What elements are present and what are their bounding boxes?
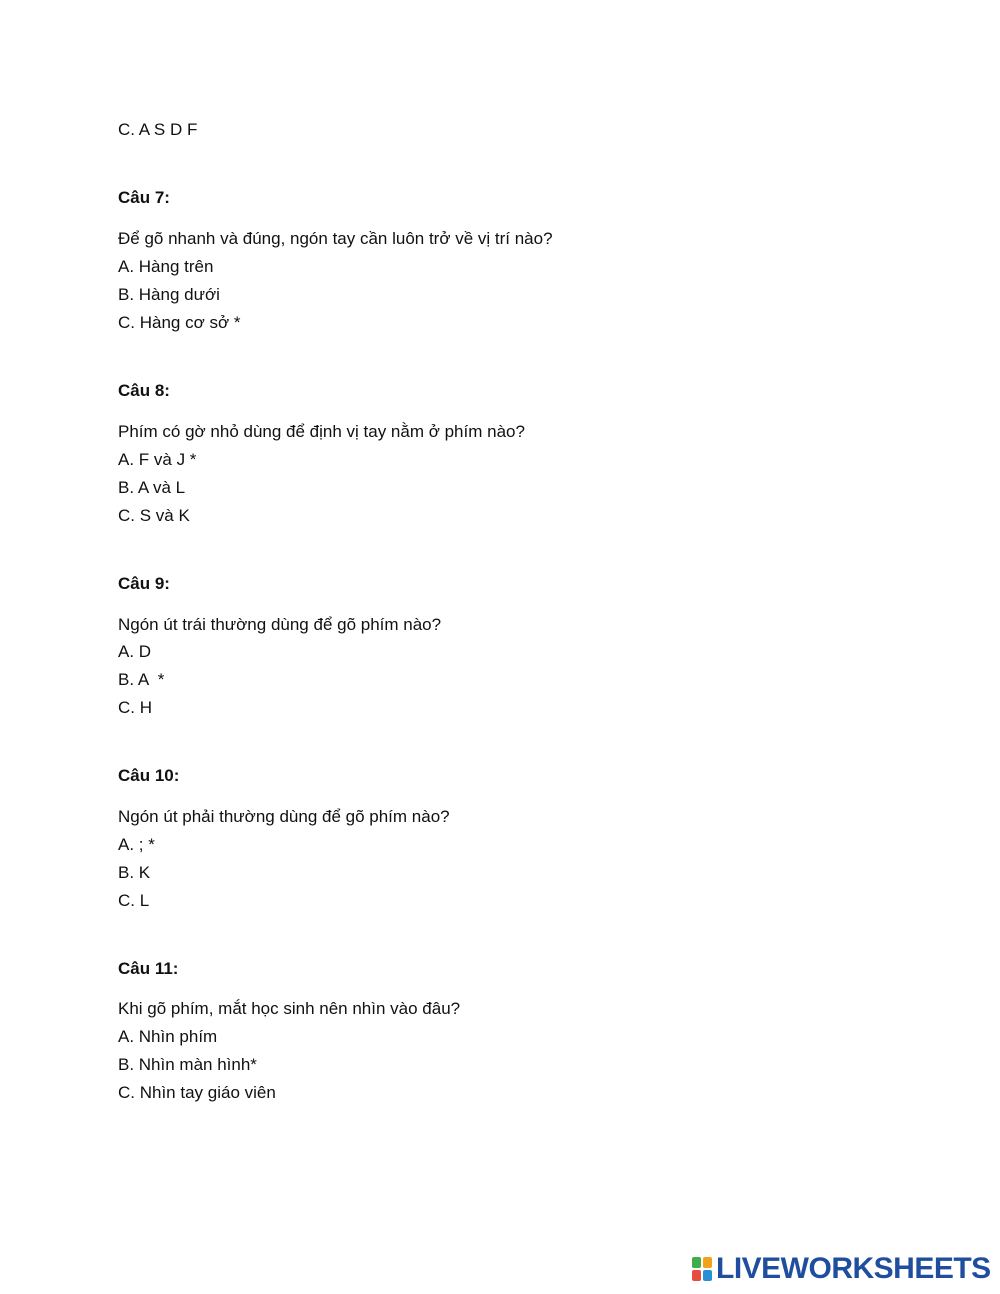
lead-option-line: C. A S D F: [118, 120, 198, 139]
question-11-option-b: B. Nhìn màn hình*: [118, 1055, 257, 1074]
question-9-option-a: A. D: [118, 642, 152, 661]
logo-mark-cell: [692, 1270, 701, 1281]
question-7-prompt: Để gõ nhanh và đúng, ngón tay cần luôn trở về vị trí nào?: [118, 229, 553, 248]
logo-mark-cell: [703, 1270, 712, 1281]
logo-mark-cell: [703, 1257, 712, 1268]
liveworksheets-logo: [692, 1253, 991, 1285]
question-11-option-a: A. Nhìn phím: [118, 1027, 218, 1046]
question-11-prompt: Khi gõ phím, mắt học sinh nên nhìn vào đâu?: [118, 999, 461, 1018]
question-7-title: Câu 7:: [118, 188, 170, 207]
question-9-option-b: B. A *: [118, 670, 165, 689]
logo-mark-cell: [692, 1257, 701, 1268]
question-8-option-a: A. F và J *: [118, 450, 197, 469]
question-11-title: Câu 11:: [118, 959, 179, 978]
question-7-option-c: C. Hàng cơ sở *: [118, 313, 241, 332]
question-10-option-c: C. L: [118, 891, 150, 910]
question-8-option-c: C. S và K: [118, 506, 190, 525]
question-11-option-c: C. Nhìn tay giáo viên: [118, 1083, 276, 1102]
question-9-title: Câu 9:: [118, 574, 170, 593]
question-9-option-c: C. H: [118, 698, 152, 717]
question-8-title: Câu 8:: [118, 381, 170, 400]
question-8-prompt: Phím có gờ nhỏ dùng để định vị tay nằm ở phím nào?: [118, 422, 525, 441]
question-7-option-a: A. Hàng trên: [118, 257, 214, 276]
question-10-prompt: Ngón út phải thường dùng để gõ phím nào?: [118, 807, 450, 826]
question-10-title: Câu 10:: [118, 766, 180, 785]
question-8-option-b: B. A và L: [118, 478, 186, 497]
question-10-option-a: A. ; *: [118, 835, 155, 854]
liveworksheets-logo-icon: [692, 1257, 712, 1281]
question-7-option-b: B. Hàng dưới: [118, 285, 220, 304]
question-10-option-b: B. K: [118, 863, 151, 882]
question-9-prompt: Ngón út trái thường dùng để gõ phím nào?: [118, 615, 442, 634]
liveworksheets-logo-text: LIVEWORKSHEETS: [716, 1252, 991, 1285]
